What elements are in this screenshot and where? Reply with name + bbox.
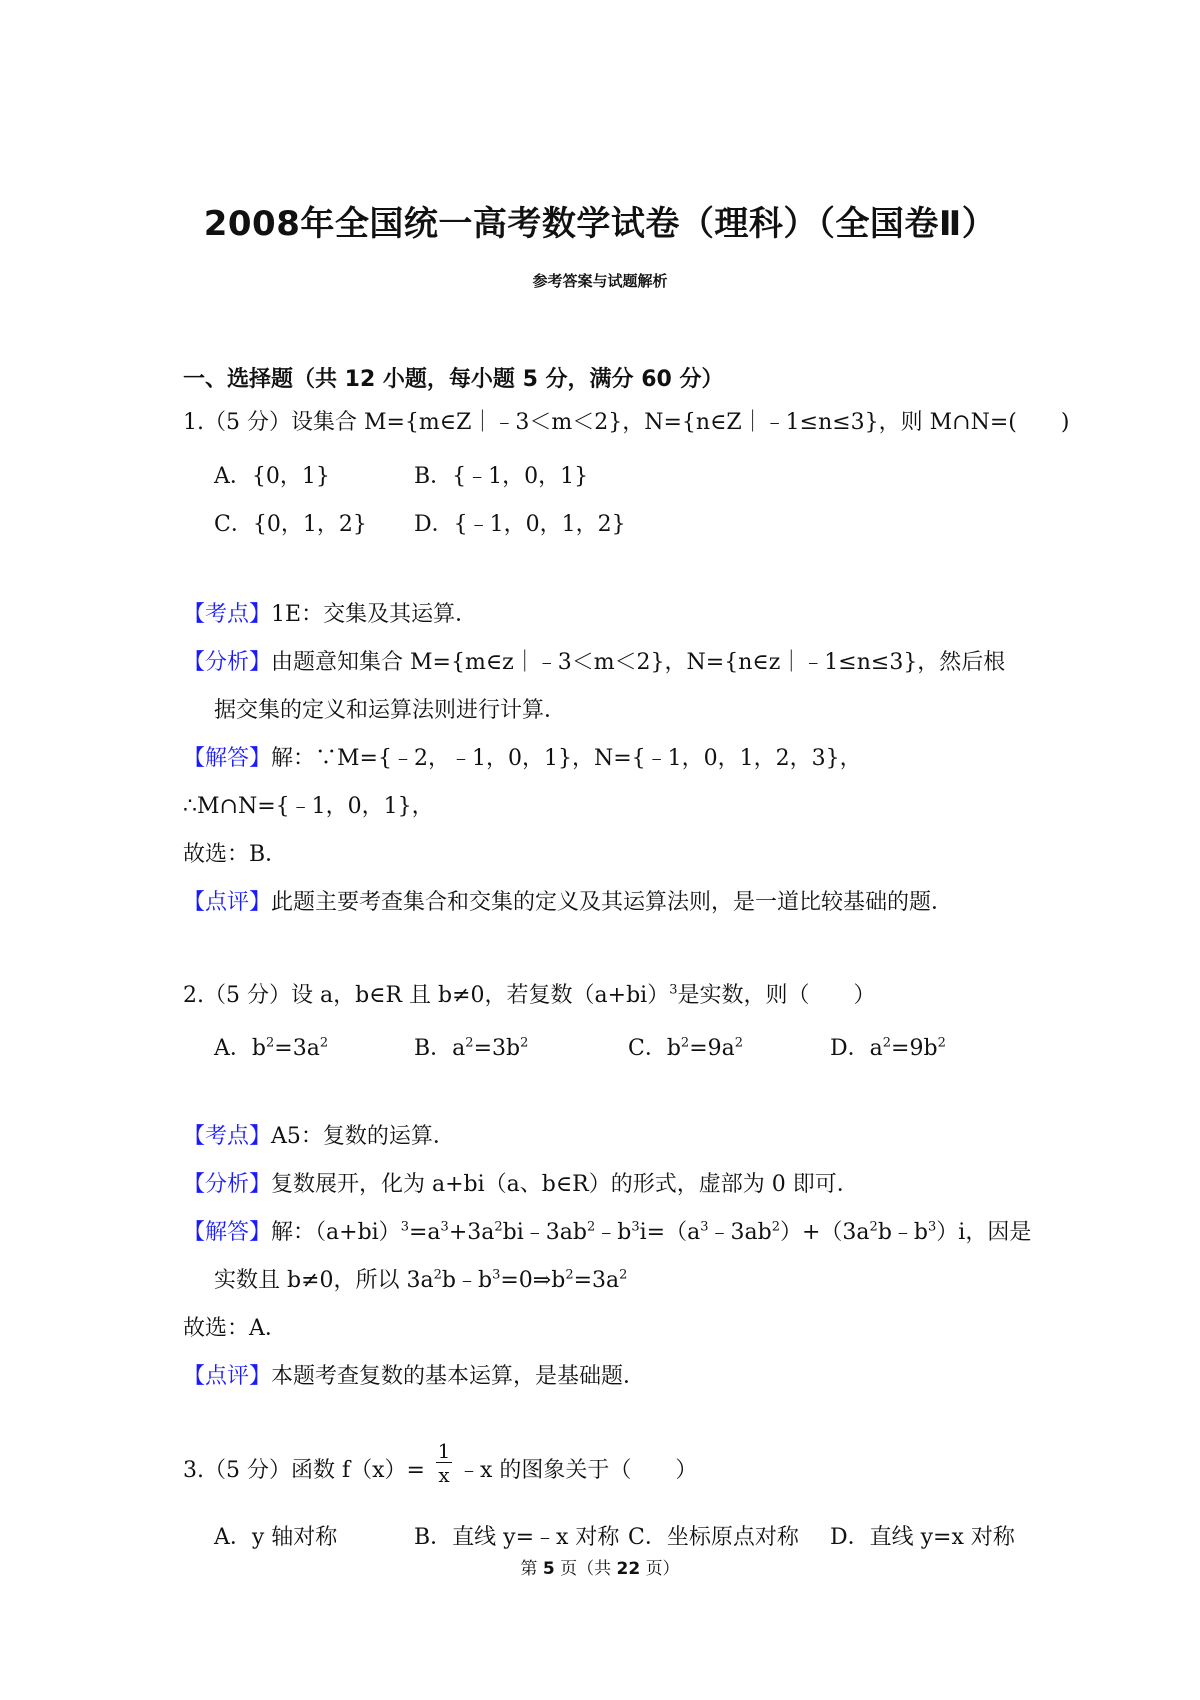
q2-option-c — [628, 1031, 743, 1062]
page-footer — [0, 1554, 1200, 1579]
q2-option-d — [830, 1031, 946, 1062]
total-pages: 22 — [616, 1559, 641, 1579]
q2-opt-sup: 2 — [319, 1035, 329, 1051]
footer-text: 第 — [520, 1559, 538, 1579]
q1-fenxi — [183, 650, 1005, 676]
jieda-text: i=（a — [639, 1220, 701, 1245]
dianping-tag: 【点评】 — [183, 1364, 272, 1389]
jieda-sup: 3 — [928, 1219, 937, 1235]
page-title: 2008年全国统一高考数学试卷（理科）（全国卷Ⅱ） — [203, 204, 997, 244]
jieda-tag: 【解答】 — [183, 1220, 272, 1245]
page-subtitle: 参考答案与试题解析 — [532, 272, 668, 290]
jieda-text: =a — [408, 1220, 441, 1245]
q1-kaodian — [183, 602, 477, 628]
question-1-stem: 1.（5 分）设集合 M={m∈Z｜﹣3＜m＜2}，N={n∈Z｜﹣1≤n≤3}，则 M∩N=( ) — [183, 410, 1070, 435]
q3-option-c: C．坐标原点对称 — [628, 1525, 799, 1550]
jieda-sup: 2 — [433, 1267, 442, 1283]
q2-opt-text: A．b — [214, 1036, 266, 1061]
section-heading: 一、选择题（共 12 小题，每小题 5 分，满分 60 分） — [183, 367, 724, 392]
q2-opt-sup: 2 — [734, 1035, 744, 1051]
q3-option-d: D．直线 y=x 对称 — [830, 1525, 1015, 1550]
q2-opt-text: =9a — [689, 1036, 735, 1061]
q2-opt-text: B．a — [414, 1036, 466, 1061]
q2-opt-text: =3b — [473, 1036, 521, 1061]
jieda-text: =0⇒b — [500, 1268, 566, 1293]
jieda-text: 解：（a+bi） — [271, 1220, 401, 1245]
q2-opt-sup: 2 — [520, 1035, 529, 1051]
q2-kaodian — [183, 1124, 455, 1150]
q2-jieda-cont — [214, 1268, 627, 1294]
jieda-text: 解：∵M={﹣2，﹣1，0，1}，N={﹣1，0，1，2，3}， — [271, 746, 862, 771]
q1-option-b: B．{﹣1，0，1} — [414, 464, 589, 489]
jieda-sup: 2 — [619, 1267, 628, 1283]
q2-stem-part: 2.（5 分）设 a，b∈R 且 b≠0，若复数（a+bi） — [183, 983, 670, 1008]
jieda-sup: 2 — [494, 1219, 503, 1235]
jieda-text: b﹣b — [441, 1268, 493, 1293]
q2-option-a — [214, 1031, 328, 1062]
fenxi-tag: 【分析】 — [183, 650, 272, 675]
jieda-text: ）i，因是 — [936, 1220, 1032, 1245]
jieda-sup: 3 — [492, 1267, 501, 1283]
question-2-stem — [183, 983, 876, 1009]
q2-fenxi — [183, 1172, 859, 1198]
q1-option-c: C．{0，1，2} — [214, 512, 367, 537]
fenxi-text: 复数展开，化为 a+bi（a、b∈R）的形式，虚部为 0 即可． — [271, 1172, 859, 1197]
jieda-sup: 3 — [700, 1219, 709, 1235]
q3-fraction — [436, 1440, 452, 1487]
jieda-sup: 3 — [400, 1219, 409, 1235]
q2-option-b — [414, 1031, 528, 1062]
q1-answer: 故选：B． — [183, 842, 288, 867]
jieda-sup: 2 — [771, 1219, 780, 1235]
fraction-numerator: 1 — [437, 1439, 451, 1463]
q2-answer: 故选：A． — [183, 1316, 287, 1341]
jieda-text: ﹣3ab — [708, 1220, 772, 1245]
kaodian-tag: 【考点】 — [183, 602, 272, 627]
q1-jieda — [183, 746, 862, 772]
q2-opt-text: =3a — [274, 1036, 320, 1061]
footer-text: 页（共 — [560, 1559, 612, 1579]
q2-stem-sup: 3 — [669, 982, 678, 998]
jieda-sup: 2 — [869, 1219, 878, 1235]
q2-stem-part: 是实数，则（ ） — [677, 983, 876, 1008]
q3-option-a: A．y 轴对称 — [214, 1525, 338, 1550]
kaodian-text: A5：复数的运算． — [271, 1124, 455, 1149]
q2-opt-text: =9b — [891, 1036, 938, 1061]
jieda-sup: 2 — [586, 1219, 596, 1235]
dianping-text: 此题主要考查集合和交集的定义及其运算法则，是一道比较基础的题． — [271, 890, 954, 915]
jieda-tag: 【解答】 — [183, 746, 272, 771]
fenxi-text: 由题意知集合 M={m∈z｜﹣3＜m＜2}，N={n∈z｜﹣1≤n≤3}，然后根 — [271, 650, 1006, 675]
jieda-sup: 3 — [631, 1219, 640, 1235]
page-number: 5 — [542, 1559, 555, 1579]
jieda-text: ﹣b — [595, 1220, 632, 1245]
fraction-denominator: x — [438, 1463, 450, 1487]
dianping-tag: 【点评】 — [183, 890, 272, 915]
q2-opt-sup: 2 — [465, 1035, 474, 1051]
question-3-stem-part1: 3.（5 分）函数 f（x）= — [183, 1458, 425, 1483]
q2-jieda — [183, 1220, 1031, 1246]
q1-jieda-cont: ∴M∩N={﹣1，0，1}， — [183, 794, 434, 819]
q2-opt-text: C．b — [628, 1036, 681, 1061]
q2-opt-sup: 2 — [680, 1035, 690, 1051]
jieda-text: =3a — [573, 1268, 620, 1293]
q2-opt-sup: 2 — [265, 1035, 275, 1051]
footer-text: 页） — [645, 1559, 680, 1579]
question-3-stem-part2: ﹣x 的图象关于（ ） — [458, 1458, 698, 1483]
jieda-text: 实数且 b≠0，所以 3a — [214, 1268, 434, 1293]
jieda-sup: 2 — [565, 1267, 574, 1283]
jieda-text: bi﹣3ab — [502, 1220, 587, 1245]
kaodian-tag: 【考点】 — [183, 1124, 272, 1149]
dianping-text: 本题考查复数的基本运算，是基础题． — [271, 1364, 646, 1389]
q2-opt-text: D．a — [830, 1036, 883, 1061]
q1-option-a: A．{0，1} — [214, 464, 330, 489]
fenxi-tag: 【分析】 — [183, 1172, 272, 1197]
jieda-text: ）+（3a — [779, 1220, 870, 1245]
q2-opt-sup: 2 — [882, 1035, 892, 1051]
q1-option-d: D．{﹣1，0，1，2} — [414, 512, 626, 537]
jieda-sup: 3 — [440, 1219, 449, 1235]
kaodian-text: 1E：交集及其运算． — [271, 602, 478, 627]
q3-option-b: B．直线 y=﹣x 对称 — [414, 1525, 620, 1550]
q2-opt-sup: 2 — [937, 1035, 946, 1051]
jieda-text: +3a — [448, 1220, 495, 1245]
q1-fenxi-cont: 据交集的定义和运算法则进行计算． — [214, 698, 567, 723]
q2-dianping — [183, 1364, 645, 1390]
jieda-text: b﹣b — [877, 1220, 928, 1245]
q1-dianping — [183, 890, 953, 916]
